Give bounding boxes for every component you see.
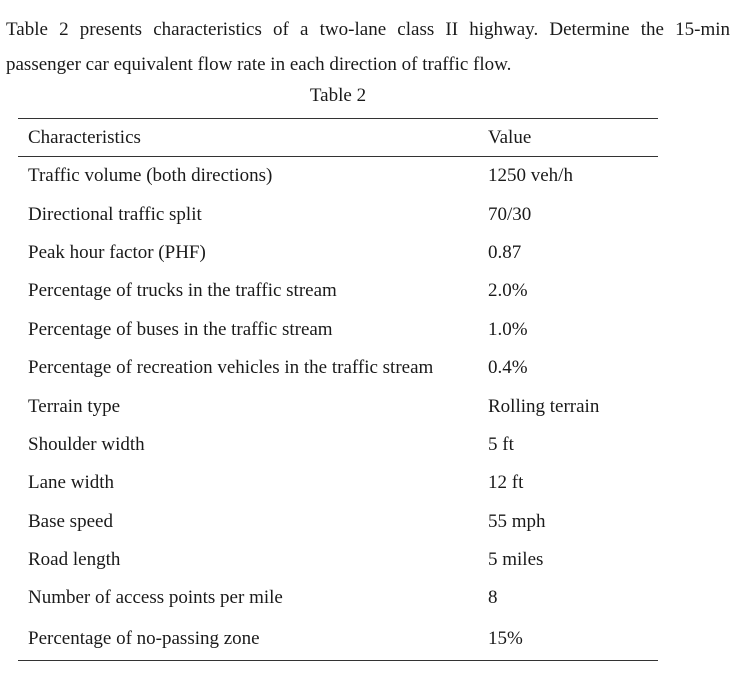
characteristic-cell: Lane width bbox=[28, 472, 115, 494]
characteristic-cell: Peak hour factor (PHF) bbox=[28, 241, 206, 263]
value-cell: 8 bbox=[488, 587, 498, 609]
characteristic-cell: Road length bbox=[28, 549, 121, 571]
characteristic-cell: Terrain type bbox=[28, 395, 121, 417]
table-caption: Table 2 bbox=[309, 85, 367, 106]
table-header bbox=[18, 119, 658, 157]
table-row bbox=[18, 311, 658, 349]
problem-statement bbox=[6, 12, 750, 82]
value-cell: 5 miles bbox=[488, 549, 544, 571]
table-row bbox=[18, 157, 658, 196]
table-header-row bbox=[18, 119, 658, 157]
value-cell: 15% bbox=[488, 627, 523, 649]
characteristic-cell: Percentage of buses in the traffic stream bbox=[28, 318, 333, 340]
table-row bbox=[18, 387, 658, 425]
table-row bbox=[18, 579, 658, 617]
characteristic-cell: Percentage of trucks in the traffic stream bbox=[28, 280, 337, 302]
characteristic-cell: Traffic volume (both directions) bbox=[28, 165, 273, 187]
value-cell: 0.4% bbox=[488, 357, 528, 379]
characteristic-cell: Percentage of recreation vehicles in the traffic stream bbox=[28, 357, 434, 379]
value-cell: Rolling terrain bbox=[488, 395, 600, 417]
table-row bbox=[18, 349, 658, 387]
characteristic-cell: Base speed bbox=[28, 510, 113, 532]
table-row bbox=[18, 234, 658, 272]
problem-statement-line-2: passenger car equivalent flow rate in each direction of traffic flow. bbox=[6, 54, 512, 75]
table-row bbox=[18, 464, 658, 502]
value-cell: 5 ft bbox=[488, 433, 514, 455]
characteristic-cell: Shoulder width bbox=[28, 433, 145, 455]
value-cell: 0.87 bbox=[488, 241, 522, 263]
value-cell: 55 mph bbox=[488, 510, 546, 532]
value-cell: 12 ft bbox=[488, 472, 524, 494]
header-value: Value bbox=[488, 126, 532, 148]
value-cell: 1250 veh/h bbox=[488, 165, 573, 187]
table-row bbox=[18, 541, 658, 579]
table-row bbox=[18, 503, 658, 541]
characteristic-cell: Percentage of no-passing zone bbox=[28, 627, 260, 649]
problem-statement-line-1: Table 2 presents characteristics of a two-lane class II highway. Determine the 15-min bbox=[6, 19, 730, 40]
value-cell: 2.0% bbox=[488, 280, 528, 302]
table-row bbox=[18, 426, 658, 464]
header-characteristics: Characteristics bbox=[28, 126, 141, 148]
characteristics-table bbox=[18, 118, 658, 661]
characteristic-cell: Directional traffic split bbox=[28, 203, 202, 225]
table-row bbox=[18, 272, 658, 310]
characteristic-cell: Number of access points per mile bbox=[28, 587, 283, 609]
value-cell: 70/30 bbox=[488, 203, 532, 225]
table-body bbox=[18, 157, 658, 661]
table-row bbox=[18, 618, 658, 661]
table-row bbox=[18, 195, 658, 233]
value-cell: 1.0% bbox=[488, 318, 528, 340]
characteristics-table-container bbox=[18, 118, 658, 661]
